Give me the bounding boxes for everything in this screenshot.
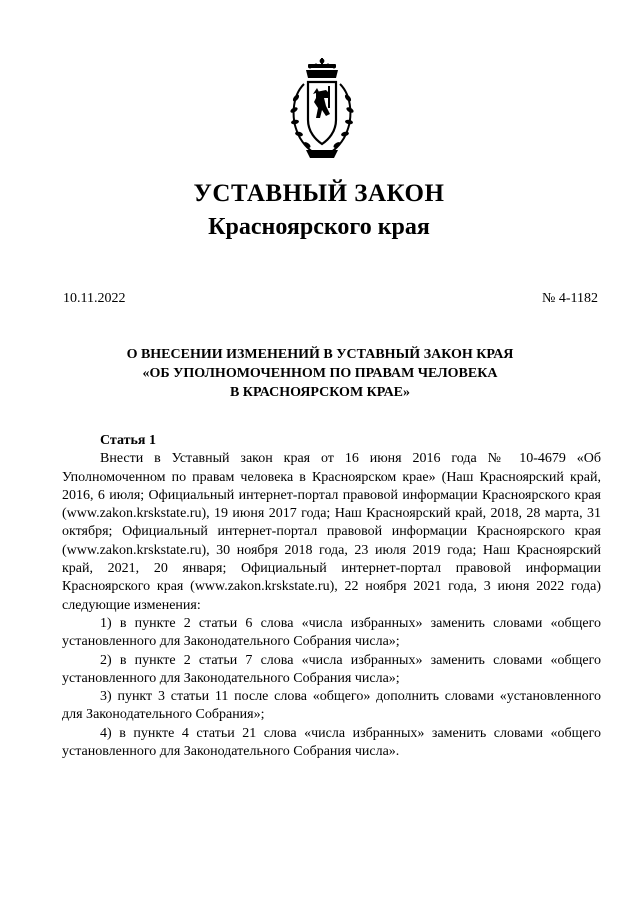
heading-line: О ВНЕСЕНИИ ИЗМЕНЕНИЙ В УСТАВНЫЙ ЗАКОН КРАЯ (126, 347, 514, 362)
document-title: УСТАВНЫЙ ЗАКОН (193, 180, 445, 207)
document-heading (60, 345, 580, 402)
amendment-item: 3) пункт 3 статьи 11 после слова «общего» дополнить словами «установленного для Законодательного Собрания»; (62, 689, 601, 723)
amendment-item: 4) в пункте 4 статьи 21 слова «числа избранных» заменить словами «общего установленного для Законодательного Собрания числа». (62, 725, 601, 760)
document-body (62, 432, 601, 761)
heading-line: «ОБ УПОЛНОМОЧЕННОМ ПО ПРАВАМ ЧЕЛОВЕКА (142, 366, 498, 381)
krasnoyarsk-coat-of-arms-emblem (286, 58, 358, 162)
heading-line: В КРАСНОЯРСКОМ КРАЕ» (229, 385, 411, 400)
document-number: № 4-1182 (542, 291, 598, 306)
article-title: Статья 1 (100, 433, 156, 448)
amendment-item: 2) в пункте 2 статьи 7 слова «числа избранных» заменить словами «общего установленного для Законодательного Собрания числа»; (62, 652, 601, 686)
document-date: 10.11.2022 (63, 291, 126, 306)
amendment-item: 1) в пункте 2 статьи 6 слова «числа избранных» заменить словами «общего установленного для Законодательного Собрания числа»; (62, 615, 601, 650)
article-intro-paragraph: Внести в Уставный закон края от 16 июня 2016 года № 10-4679 «Об Уполномоченном по правам человека в Красноярском крае» (Наш Красноярский край, 2016, 6 июля; Официальный интернет-портал правовой информации Красноярского края (www.zakon.krskstate.ru), 19 июня 2017 года; Наш Красноярский край, 2018, 28 марта, 31 октября; Официальный интернет-портал правовой информации Красноярского края (www.zakon.krskstate.ru), 30 ноября 2018 года, 23 июля 2019 года; Наш Красноярский край, 2021, 20 января; Официальный интернет-портал правовой информации Красноярского края (www.zakon.krskstate.ru), 22 ноября 2021 года, 3 июня 2022 года) следующие изменения: (62, 451, 601, 613)
document-subtitle: Красноярского края (208, 214, 430, 240)
